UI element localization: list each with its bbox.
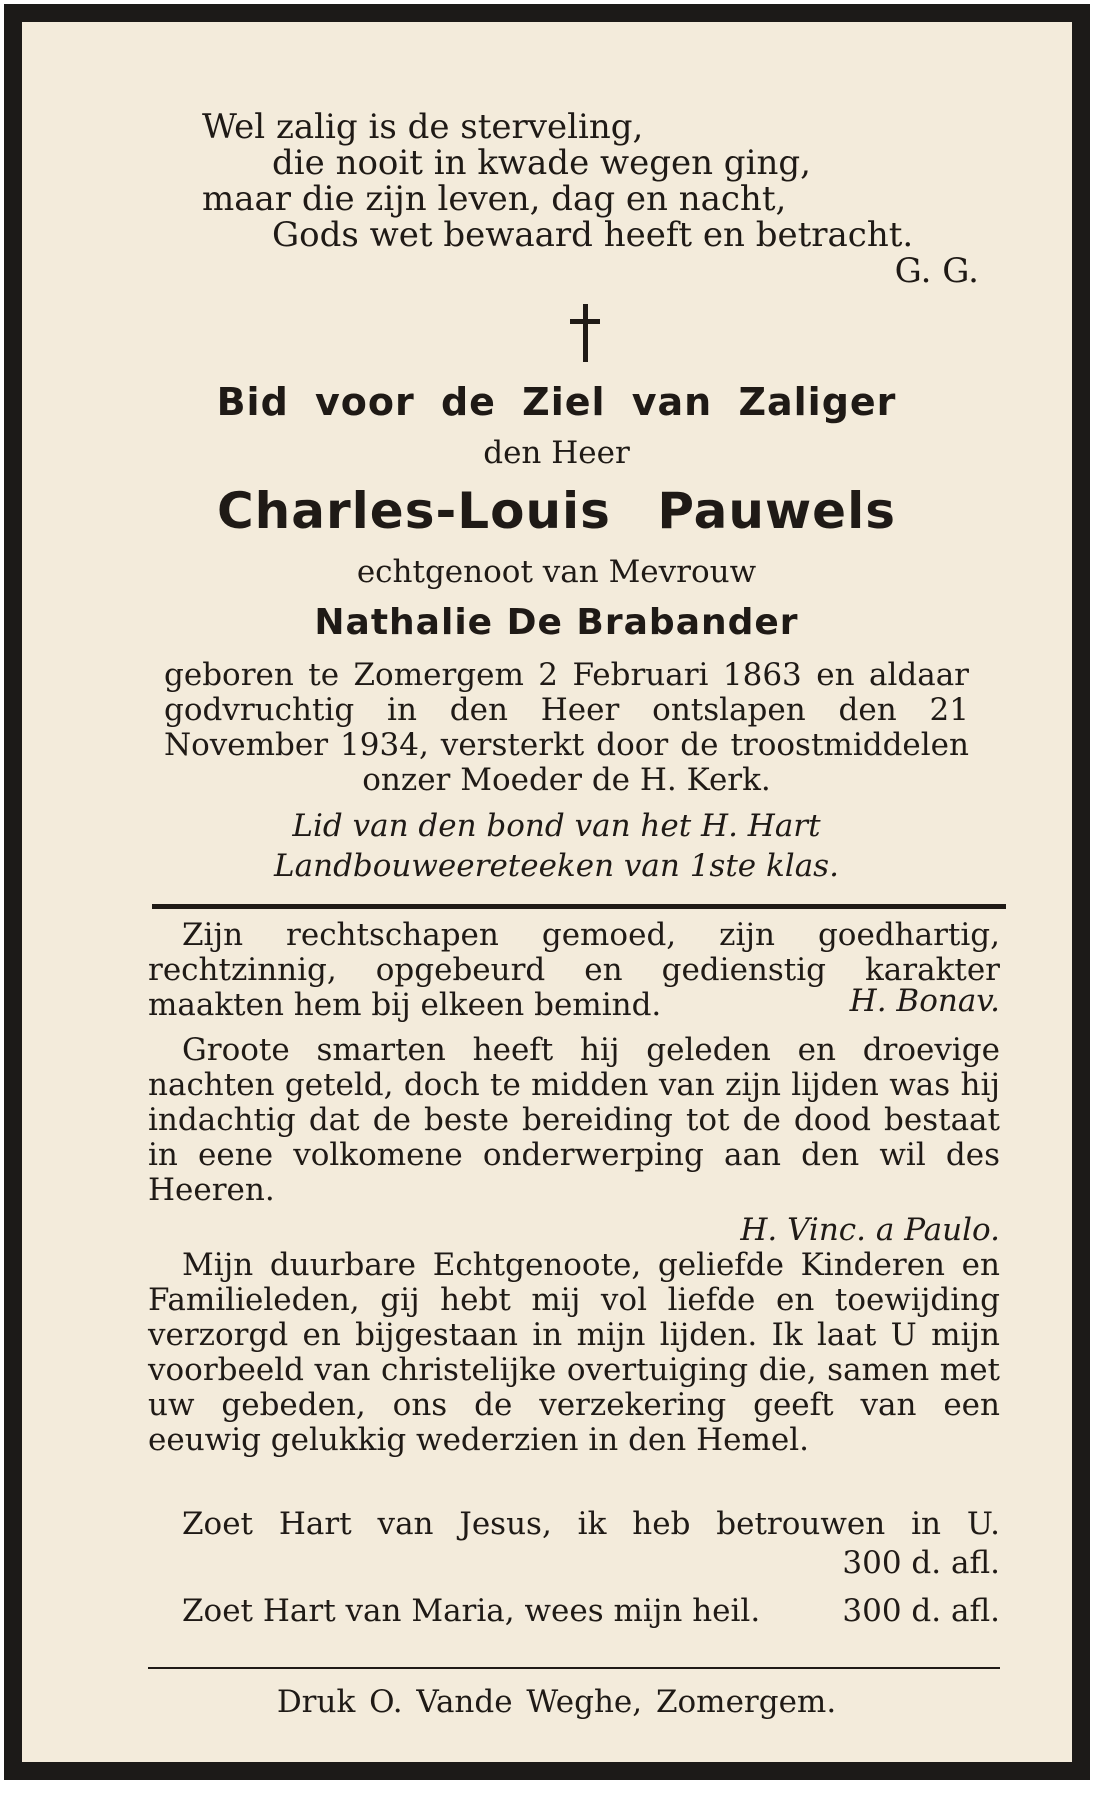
poem-line: maar die zijn leven, dag en nacht,: [202, 179, 787, 219]
prayer-text: Zoet Hart van Jesus, ik heb betrouwen in U.: [182, 1506, 1000, 1542]
spouse-intro: echtgenoot van Mevrouw: [356, 554, 757, 590]
prayer-line: [148, 1507, 1000, 1542]
prayer-request: Bid voor de Ziel van Zaliger: [216, 380, 897, 424]
poem-signature: G. G.: [894, 251, 979, 291]
quote-attribution: H. Vinc. a Paulo.: [740, 1212, 1000, 1248]
poem-line: die nooit in kwade wegen ging,: [272, 143, 811, 183]
divider: [152, 904, 1006, 909]
membership-line: Lid van den bond van het H. Hart: [292, 808, 821, 844]
membership-line: Landbouweereteeken van 1ste klas.: [274, 848, 839, 884]
poem-line: Gods wet bewaard heeft en betracht.: [272, 215, 914, 255]
prayer-line: [182, 1593, 1000, 1629]
quote-paragraph: [148, 1033, 1000, 1208]
cross-icon: [570, 304, 600, 362]
spouse-name: Nathalie De Brabander: [314, 602, 799, 643]
indulgence: 300 d. afl.: [842, 1593, 1000, 1629]
printer-credit: Druk O. Vande Weghe, Zomergem.: [276, 1684, 837, 1720]
quote-text: Groote smarten heeft hij geleden en droevige nachten geteld, doch te midden van zijn lijden was hij indachtig dat de beste bereiding tot de dood bestaat in eene volkomene onderwerping aan den wil des Heeren.: [148, 1032, 1000, 1208]
quote-attribution: H. Bonav.: [849, 983, 1000, 1019]
poem-line: Wel zalig is de sterveling,: [202, 107, 644, 147]
quote-text: Zijn rechtschapen gemoed, zijn goedhartig, rechtzinnig, opgebeurd en gedienstig karakter maakten hem bij elkeen bemind.: [148, 917, 1000, 1023]
memorial-card: [22, 22, 1072, 1762]
divider: [148, 1667, 1000, 1669]
prayer-text: Zoet Hart van Maria, wees mijn heil.: [182, 1593, 761, 1629]
indulgence: 300 d. afl.: [842, 1545, 1000, 1581]
memorial-card-border: [4, 4, 1090, 1780]
title-line: den Heer: [483, 435, 630, 471]
farewell-text: Mijn duurbare Echtgenoote, geliefde Kinderen en Familieleden, gij hebt mij vol liefde en toewijding verzorgd en bijgestaan in mijn lijden. Ik laat U mijn voorbeeld van christelijke overtuiging die, samen met uw gebeden, ons de verzekering geeft van een eeuwig gelukkig wederzien in den Hemel.: [148, 1247, 1000, 1458]
deceased-name: Charles-Louis Pauwels: [216, 482, 896, 540]
opening-poem: [202, 109, 982, 289]
farewell-paragraph: [148, 1248, 1000, 1458]
biography: geboren te Zomergem 2 Februari 1863 en aldaar godvruchtig in den Heer ontslapen den 21 November 1934, versterkt door de troostmiddelen onzer Moeder de H. Kerk.: [164, 657, 969, 798]
